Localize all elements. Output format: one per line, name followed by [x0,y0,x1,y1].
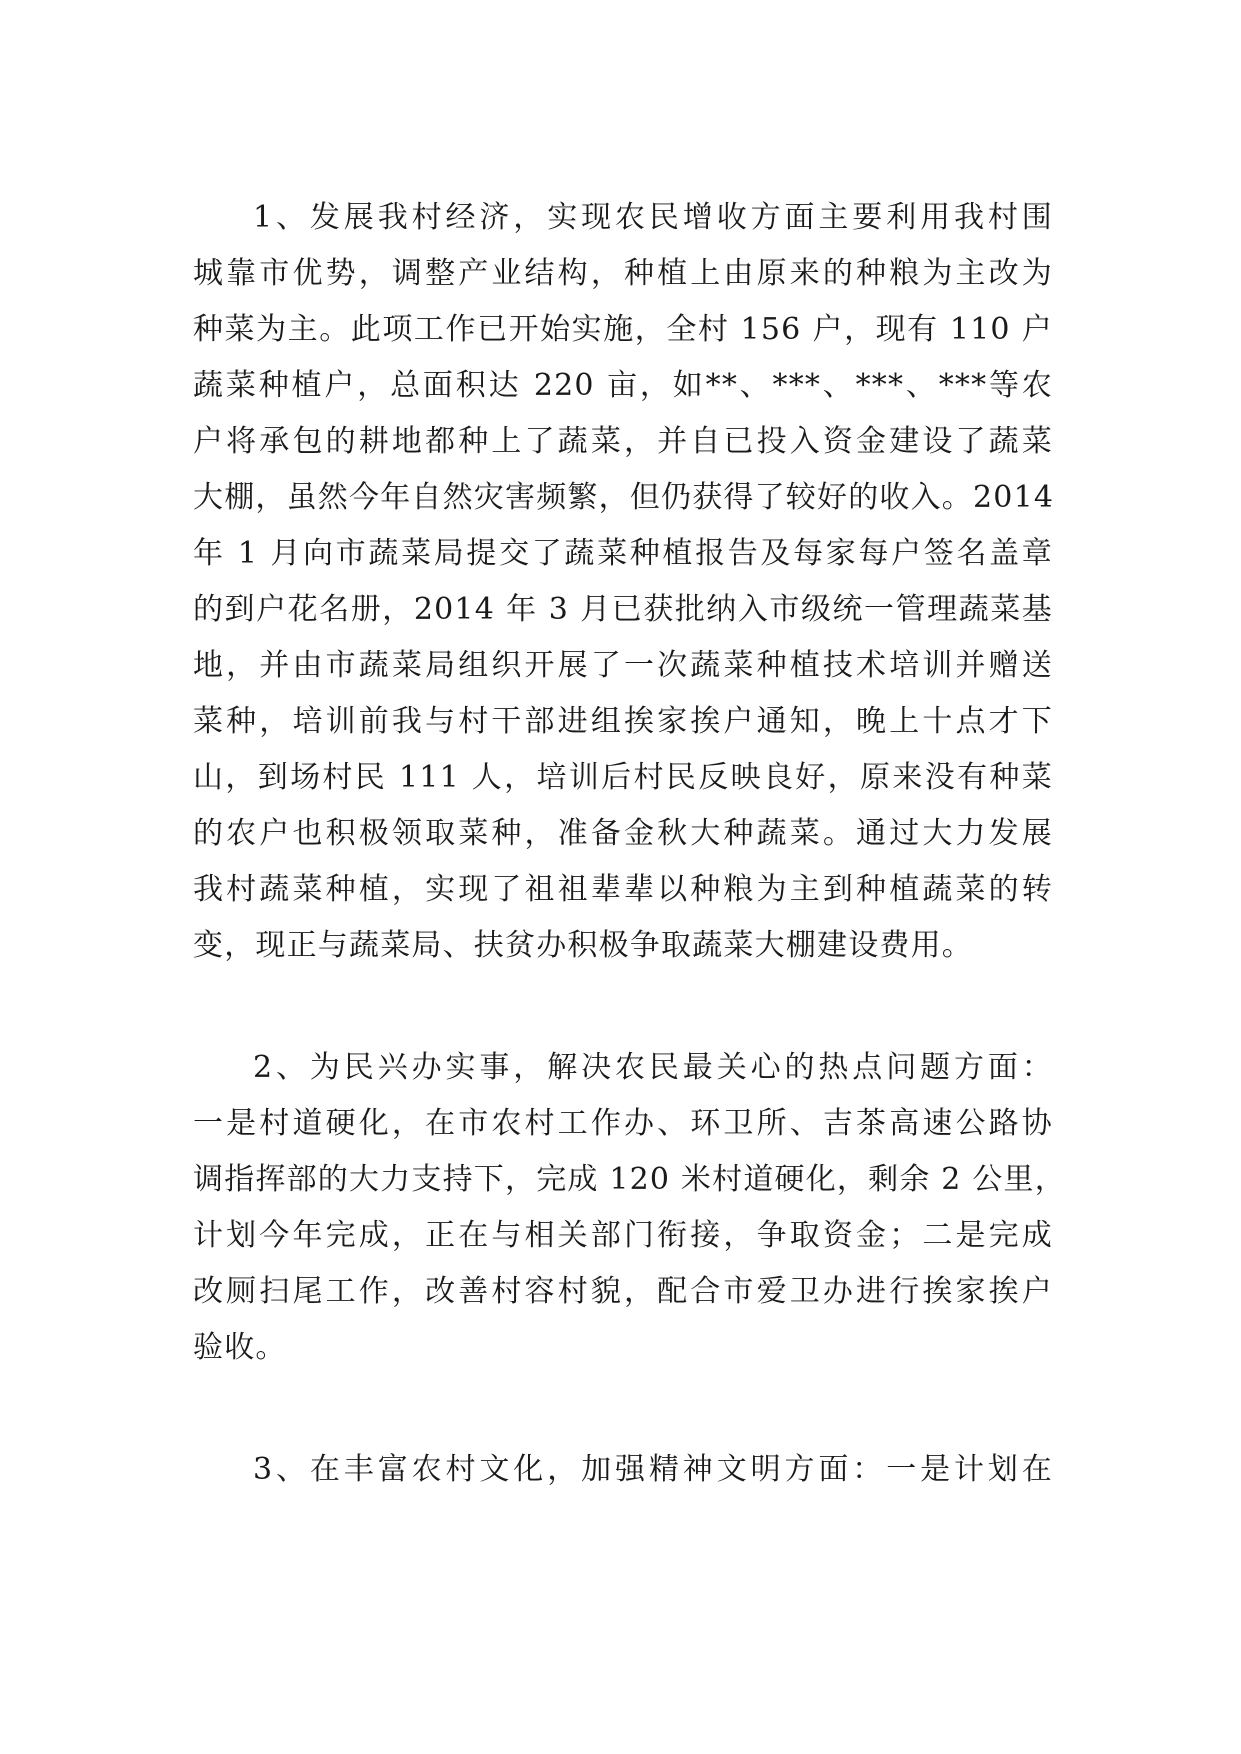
paragraph-1-line-11: 山，到场村民 111 人，培训后村民反映良好，原来没有种菜 [193,760,1053,795]
paragraph-1-line-5: 户将承包的耕地都种上了蔬菜，并自已投入资金建设了蔬菜 [193,424,1053,459]
paragraph-2-line-5: 改厕扫尾工作，改善村容村貌，配合市爱卫办进行挨家挨户 [193,1274,1053,1309]
paragraph-1-line-3: 种菜为主。此项工作已开始实施，全村 156 户，现有 110 户 [193,312,1053,347]
paragraph-1-line-6: 大棚，虽然今年自然灾害频繁，但仍获得了较好的收入。2014 [193,480,1055,515]
paragraph-1-line-4: 蔬菜种植户，总面积达 220 亩，如**、***、***、***等农 [193,368,1053,403]
paragraph-1-line-13: 我村蔬菜种植，实现了祖祖辈辈以种粮为主到种植蔬菜的转 [193,872,1053,907]
paragraph-1-line-1: 1、发展我村经济，实现农民增收方面主要利用我村围 [253,200,1053,235]
paragraph-1-line-8: 的到户花名册，2014 年 3 月已获批纳入市级统一管理蔬菜基 [193,592,1053,627]
paragraph-1-line-9: 地，并由市蔬菜局组织开展了一次蔬菜种植技术培训并赠送 [193,648,1053,683]
paragraph-2-line-6: 验收。 [193,1330,287,1365]
paragraph-3-line-1: 3、在丰富农村文化，加强精神文明方面：一是计划在 [253,1452,1053,1487]
paragraph-1-line-14: 变，现正与蔬菜局、扶贫办积极争取蔬菜大棚建设费用。 [193,928,973,963]
paragraph-1-line-7: 年 1 月向市蔬菜局提交了蔬菜种植报告及每家每户签名盖章 [193,536,1053,571]
paragraph-1-line-2: 城靠市优势，调整产业结构，种植上由原来的种粮为主改为 [193,256,1053,291]
paragraph-2-line-1: 2、为民兴办实事，解决农民最关心的热点问题方面： [253,1050,1053,1085]
paragraph-1-line-12: 的农户也积极领取菜种，准备金秋大种蔬菜。通过大力发展 [193,816,1053,851]
paragraph-1-line-10: 菜种，培训前我与村干部进组挨家挨户通知，晚上十点才下 [193,704,1053,739]
paragraph-2-line-4: 计划今年完成，正在与相关部门衔接，争取资金；二是完成 [193,1218,1053,1253]
paragraph-2-line-2: 一是村道硬化，在市农村工作办、环卫所、吉茶高速公路协 [193,1106,1053,1141]
paragraph-2-line-3: 调指挥部的大力支持下，完成 120 米村道硬化，剩余 2 公里， [193,1162,1066,1197]
